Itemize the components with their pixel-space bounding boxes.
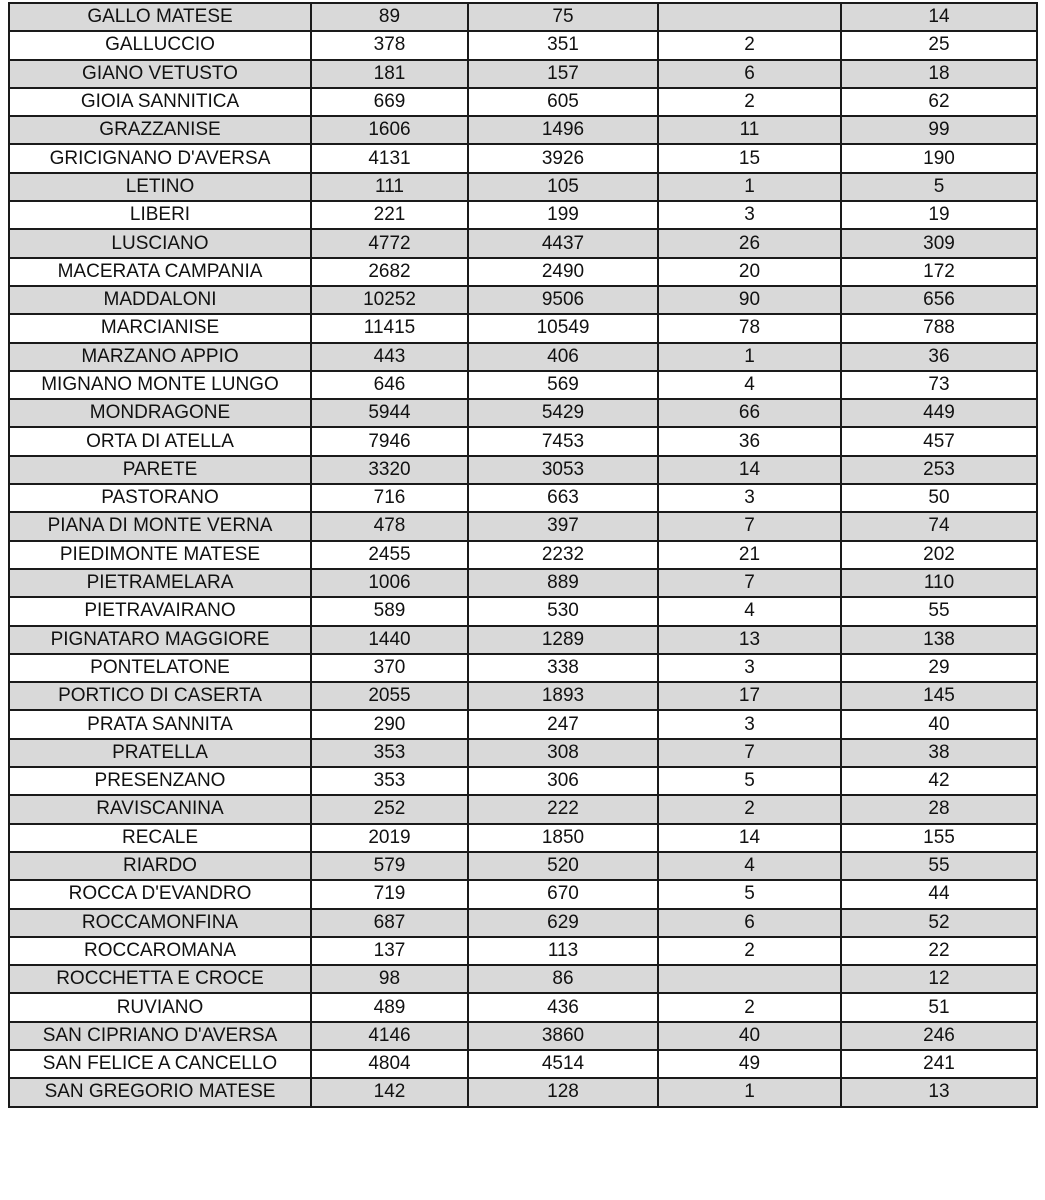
value-cell-1: 1006 — [311, 569, 468, 597]
table-row — [9, 314, 1037, 342]
municipality-cell: SAN CIPRIANO D'AVERSA — [9, 1022, 311, 1050]
table-row — [9, 767, 1037, 795]
municipality-cell: RUVIANO — [9, 993, 311, 1021]
value-cell-1: 10252 — [311, 286, 468, 314]
value-cell-1: 478 — [311, 512, 468, 540]
value-cell-3: 40 — [658, 1022, 841, 1050]
value-cell-1: 370 — [311, 654, 468, 682]
municipality-cell: RECALE — [9, 824, 311, 852]
municipality-cell: SAN FELICE A CANCELLO — [9, 1050, 311, 1078]
value-cell-2: 1850 — [468, 824, 658, 852]
value-cell-2: 75 — [468, 3, 658, 31]
municipality-cell: PIETRAVAIRANO — [9, 597, 311, 625]
value-cell-1: 98 — [311, 965, 468, 993]
municipality-cell: PIEDIMONTE MATESE — [9, 541, 311, 569]
value-cell-4: 36 — [841, 343, 1037, 371]
value-cell-4: 110 — [841, 569, 1037, 597]
value-cell-3: 49 — [658, 1050, 841, 1078]
value-cell-1: 4146 — [311, 1022, 468, 1050]
value-cell-4: 40 — [841, 710, 1037, 738]
value-cell-2: 2490 — [468, 258, 658, 286]
value-cell-3: 26 — [658, 229, 841, 257]
table-row — [9, 597, 1037, 625]
value-cell-4: 44 — [841, 880, 1037, 908]
value-cell-3: 7 — [658, 739, 841, 767]
municipality-cell: GALLO MATESE — [9, 3, 311, 31]
table-row — [9, 399, 1037, 427]
value-cell-2: 86 — [468, 965, 658, 993]
value-cell-3: 13 — [658, 626, 841, 654]
value-cell-3: 3 — [658, 710, 841, 738]
value-cell-3: 7 — [658, 569, 841, 597]
value-cell-3: 3 — [658, 484, 841, 512]
value-cell-4: 99 — [841, 116, 1037, 144]
table-row — [9, 456, 1037, 484]
value-cell-4: 190 — [841, 144, 1037, 172]
value-cell-1: 252 — [311, 795, 468, 823]
municipality-cell: RIARDO — [9, 852, 311, 880]
table-row — [9, 739, 1037, 767]
value-cell-1: 3320 — [311, 456, 468, 484]
value-cell-1: 4131 — [311, 144, 468, 172]
table-row — [9, 710, 1037, 738]
table-row — [9, 343, 1037, 371]
value-cell-4: 51 — [841, 993, 1037, 1021]
municipality-cell: MADDALONI — [9, 286, 311, 314]
value-cell-4: 14 — [841, 3, 1037, 31]
value-cell-2: 889 — [468, 569, 658, 597]
value-cell-2: 351 — [468, 31, 658, 59]
value-cell-3: 3 — [658, 201, 841, 229]
value-cell-3: 4 — [658, 852, 841, 880]
municipality-cell: MACERATA CAMPANIA — [9, 258, 311, 286]
value-cell-2: 2232 — [468, 541, 658, 569]
table-body — [9, 3, 1037, 1107]
value-cell-2: 406 — [468, 343, 658, 371]
table-row — [9, 173, 1037, 201]
municipality-cell: ROCCHETTA E CROCE — [9, 965, 311, 993]
value-cell-1: 2682 — [311, 258, 468, 286]
data-table-container — [8, 2, 1036, 1108]
value-cell-2: 1496 — [468, 116, 658, 144]
value-cell-4: 19 — [841, 201, 1037, 229]
value-cell-3: 15 — [658, 144, 841, 172]
value-cell-1: 4804 — [311, 1050, 468, 1078]
value-cell-2: 3926 — [468, 144, 658, 172]
value-cell-2: 1289 — [468, 626, 658, 654]
value-cell-2: 1893 — [468, 682, 658, 710]
value-cell-1: 2455 — [311, 541, 468, 569]
table-row — [9, 144, 1037, 172]
municipality-cell: GALLUCCIO — [9, 31, 311, 59]
table-row — [9, 569, 1037, 597]
municipality-cell: LETINO — [9, 173, 311, 201]
table-row — [9, 116, 1037, 144]
value-cell-1: 142 — [311, 1078, 468, 1106]
municipality-cell: PRESENZANO — [9, 767, 311, 795]
value-cell-4: 62 — [841, 88, 1037, 116]
municipality-cell: PRATELLA — [9, 739, 311, 767]
value-cell-3: 78 — [658, 314, 841, 342]
value-cell-2: 157 — [468, 60, 658, 88]
value-cell-2: 670 — [468, 880, 658, 908]
table-row — [9, 795, 1037, 823]
table-row — [9, 484, 1037, 512]
table-row — [9, 880, 1037, 908]
value-cell-3: 17 — [658, 682, 841, 710]
municipality-cell: GRAZZANISE — [9, 116, 311, 144]
value-cell-2: 3053 — [468, 456, 658, 484]
value-cell-2: 199 — [468, 201, 658, 229]
value-cell-1: 1440 — [311, 626, 468, 654]
value-cell-1: 589 — [311, 597, 468, 625]
table-row — [9, 229, 1037, 257]
value-cell-2: 663 — [468, 484, 658, 512]
table-row — [9, 286, 1037, 314]
value-cell-1: 290 — [311, 710, 468, 738]
table-row — [9, 3, 1037, 31]
value-cell-4: 202 — [841, 541, 1037, 569]
value-cell-3: 1 — [658, 343, 841, 371]
municipality-cell: ORTA DI ATELLA — [9, 427, 311, 455]
value-cell-3: 36 — [658, 427, 841, 455]
table-row — [9, 88, 1037, 116]
municipality-cell: PIGNATARO MAGGIORE — [9, 626, 311, 654]
value-cell-3: 14 — [658, 824, 841, 852]
table-row — [9, 201, 1037, 229]
table-row — [9, 1022, 1037, 1050]
value-cell-1: 353 — [311, 739, 468, 767]
municipality-data-table — [8, 2, 1038, 1108]
value-cell-2: 5429 — [468, 399, 658, 427]
value-cell-2: 9506 — [468, 286, 658, 314]
value-cell-1: 378 — [311, 31, 468, 59]
value-cell-4: 172 — [841, 258, 1037, 286]
value-cell-2: 128 — [468, 1078, 658, 1106]
value-cell-1: 181 — [311, 60, 468, 88]
municipality-cell: PIANA DI MONTE VERNA — [9, 512, 311, 540]
value-cell-3: 21 — [658, 541, 841, 569]
table-row — [9, 965, 1037, 993]
value-cell-1: 646 — [311, 371, 468, 399]
value-cell-4: 29 — [841, 654, 1037, 682]
value-cell-1: 111 — [311, 173, 468, 201]
municipality-cell: GRICIGNANO D'AVERSA — [9, 144, 311, 172]
value-cell-2: 308 — [468, 739, 658, 767]
value-cell-3 — [658, 3, 841, 31]
municipality-cell: ROCCA D'EVANDRO — [9, 880, 311, 908]
municipality-cell: GIANO VETUSTO — [9, 60, 311, 88]
table-row — [9, 682, 1037, 710]
value-cell-1: 719 — [311, 880, 468, 908]
value-cell-1: 2055 — [311, 682, 468, 710]
value-cell-3: 66 — [658, 399, 841, 427]
municipality-cell: PARETE — [9, 456, 311, 484]
value-cell-2: 3860 — [468, 1022, 658, 1050]
value-cell-3: 1 — [658, 173, 841, 201]
value-cell-4: 38 — [841, 739, 1037, 767]
value-cell-1: 353 — [311, 767, 468, 795]
table-row — [9, 371, 1037, 399]
value-cell-4: 309 — [841, 229, 1037, 257]
value-cell-4: 253 — [841, 456, 1037, 484]
value-cell-3: 5 — [658, 880, 841, 908]
value-cell-4: 13 — [841, 1078, 1037, 1106]
value-cell-3 — [658, 965, 841, 993]
value-cell-4: 656 — [841, 286, 1037, 314]
value-cell-3: 2 — [658, 795, 841, 823]
table-row — [9, 993, 1037, 1021]
value-cell-2: 436 — [468, 993, 658, 1021]
value-cell-3: 2 — [658, 993, 841, 1021]
municipality-cell: ROCCAROMANA — [9, 937, 311, 965]
value-cell-4: 241 — [841, 1050, 1037, 1078]
table-row — [9, 937, 1037, 965]
value-cell-4: 28 — [841, 795, 1037, 823]
table-row — [9, 258, 1037, 286]
value-cell-4: 55 — [841, 852, 1037, 880]
value-cell-2: 629 — [468, 909, 658, 937]
municipality-cell: GIOIA SANNITICA — [9, 88, 311, 116]
value-cell-4: 449 — [841, 399, 1037, 427]
value-cell-2: 397 — [468, 512, 658, 540]
value-cell-3: 4 — [658, 371, 841, 399]
value-cell-3: 2 — [658, 937, 841, 965]
value-cell-4: 12 — [841, 965, 1037, 993]
value-cell-4: 788 — [841, 314, 1037, 342]
value-cell-4: 22 — [841, 937, 1037, 965]
value-cell-3: 6 — [658, 60, 841, 88]
table-row — [9, 31, 1037, 59]
value-cell-3: 20 — [658, 258, 841, 286]
value-cell-1: 2019 — [311, 824, 468, 852]
value-cell-3: 3 — [658, 654, 841, 682]
value-cell-2: 4514 — [468, 1050, 658, 1078]
value-cell-1: 4772 — [311, 229, 468, 257]
municipality-cell: MIGNANO MONTE LUNGO — [9, 371, 311, 399]
value-cell-2: 113 — [468, 937, 658, 965]
value-cell-2: 4437 — [468, 229, 658, 257]
value-cell-4: 145 — [841, 682, 1037, 710]
municipality-cell: ROCCAMONFINA — [9, 909, 311, 937]
municipality-cell: MARCIANISE — [9, 314, 311, 342]
value-cell-1: 687 — [311, 909, 468, 937]
value-cell-2: 306 — [468, 767, 658, 795]
value-cell-4: 138 — [841, 626, 1037, 654]
value-cell-1: 669 — [311, 88, 468, 116]
value-cell-3: 14 — [658, 456, 841, 484]
value-cell-4: 155 — [841, 824, 1037, 852]
value-cell-1: 89 — [311, 3, 468, 31]
municipality-cell: MARZANO APPIO — [9, 343, 311, 371]
municipality-cell: PRATA SANNITA — [9, 710, 311, 738]
municipality-cell: PIETRAMELARA — [9, 569, 311, 597]
table-row — [9, 1050, 1037, 1078]
value-cell-4: 25 — [841, 31, 1037, 59]
value-cell-3: 5 — [658, 767, 841, 795]
value-cell-4: 55 — [841, 597, 1037, 625]
table-row — [9, 1078, 1037, 1106]
value-cell-2: 7453 — [468, 427, 658, 455]
value-cell-3: 6 — [658, 909, 841, 937]
table-row — [9, 60, 1037, 88]
municipality-cell: PONTELATONE — [9, 654, 311, 682]
table-row — [9, 626, 1037, 654]
municipality-cell: LUSCIANO — [9, 229, 311, 257]
municipality-cell: PORTICO DI CASERTA — [9, 682, 311, 710]
value-cell-3: 4 — [658, 597, 841, 625]
value-cell-2: 569 — [468, 371, 658, 399]
table-row — [9, 427, 1037, 455]
value-cell-3: 7 — [658, 512, 841, 540]
value-cell-1: 579 — [311, 852, 468, 880]
municipality-cell: RAVISCANINA — [9, 795, 311, 823]
value-cell-1: 716 — [311, 484, 468, 512]
value-cell-4: 5 — [841, 173, 1037, 201]
table-row — [9, 654, 1037, 682]
value-cell-2: 222 — [468, 795, 658, 823]
value-cell-3: 1 — [658, 1078, 841, 1106]
table-row — [9, 824, 1037, 852]
value-cell-4: 457 — [841, 427, 1037, 455]
table-row — [9, 512, 1037, 540]
value-cell-2: 338 — [468, 654, 658, 682]
value-cell-4: 52 — [841, 909, 1037, 937]
table-row — [9, 541, 1037, 569]
value-cell-3: 2 — [658, 31, 841, 59]
value-cell-2: 10549 — [468, 314, 658, 342]
municipality-cell: PASTORANO — [9, 484, 311, 512]
table-row — [9, 852, 1037, 880]
value-cell-3: 2 — [658, 88, 841, 116]
municipality-cell: LIBERI — [9, 201, 311, 229]
municipality-cell: MONDRAGONE — [9, 399, 311, 427]
value-cell-4: 74 — [841, 512, 1037, 540]
value-cell-4: 42 — [841, 767, 1037, 795]
value-cell-1: 137 — [311, 937, 468, 965]
value-cell-1: 5944 — [311, 399, 468, 427]
value-cell-4: 246 — [841, 1022, 1037, 1050]
table-row — [9, 909, 1037, 937]
value-cell-2: 605 — [468, 88, 658, 116]
value-cell-3: 90 — [658, 286, 841, 314]
value-cell-4: 73 — [841, 371, 1037, 399]
value-cell-2: 520 — [468, 852, 658, 880]
value-cell-1: 11415 — [311, 314, 468, 342]
value-cell-1: 443 — [311, 343, 468, 371]
value-cell-1: 221 — [311, 201, 468, 229]
value-cell-1: 7946 — [311, 427, 468, 455]
value-cell-1: 1606 — [311, 116, 468, 144]
value-cell-4: 50 — [841, 484, 1037, 512]
municipality-cell: SAN GREGORIO MATESE — [9, 1078, 311, 1106]
value-cell-1: 489 — [311, 993, 468, 1021]
value-cell-2: 530 — [468, 597, 658, 625]
value-cell-2: 105 — [468, 173, 658, 201]
value-cell-4: 18 — [841, 60, 1037, 88]
value-cell-3: 11 — [658, 116, 841, 144]
value-cell-2: 247 — [468, 710, 658, 738]
